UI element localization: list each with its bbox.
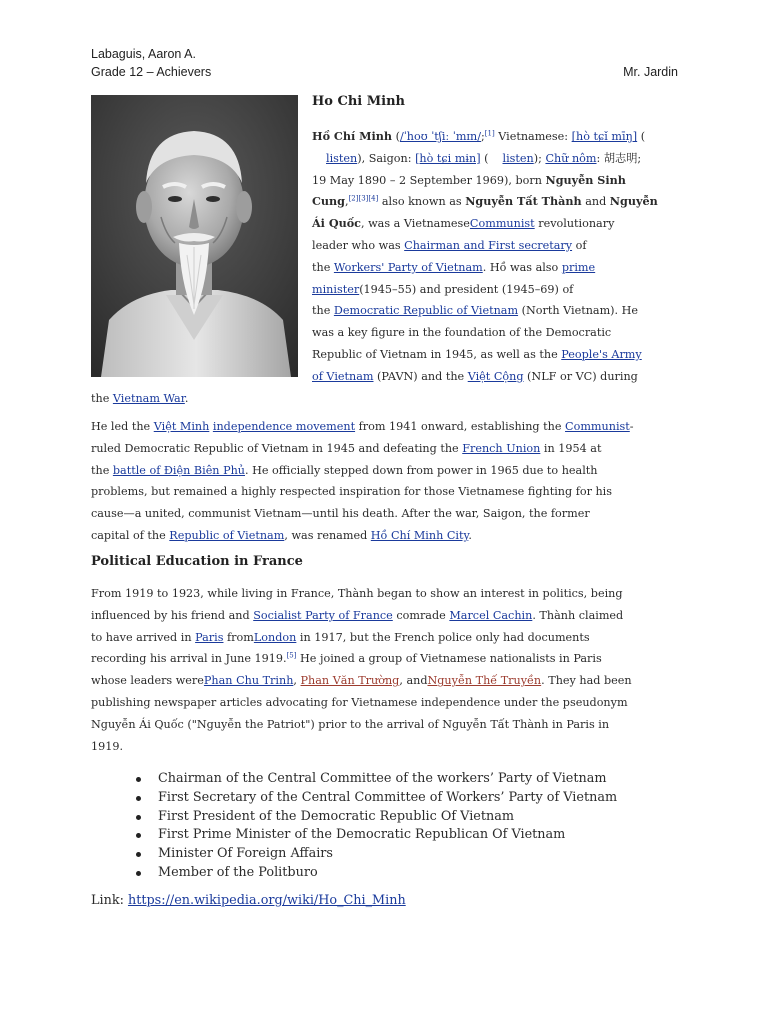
text: the bbox=[312, 304, 334, 318]
list-item-text: First Prime Minister of the Democratic Republican Of Vietnam bbox=[158, 827, 566, 843]
ipa-saigon-link[interactable]: [hò tɕi mɨn] bbox=[415, 151, 481, 165]
communist-link-2[interactable]: Communist bbox=[565, 420, 630, 433]
ipa-vietnamese-link[interactable]: [hò tɕǐ mīŋ] bbox=[571, 130, 638, 143]
bullet-icon bbox=[136, 833, 141, 838]
chu-nom-link[interactable]: Chữ nôm bbox=[545, 151, 597, 165]
citation-link[interactable]: [5] bbox=[286, 651, 297, 660]
text: also known as bbox=[378, 195, 466, 209]
text: ( bbox=[395, 130, 400, 143]
text: . Hồ was also bbox=[482, 260, 562, 274]
text: of bbox=[572, 238, 587, 252]
text: ; bbox=[480, 130, 485, 143]
list-item-text: First President of the Democratic Republic Of Vietnam bbox=[158, 808, 515, 824]
text: (NLF or VC) during bbox=[523, 369, 638, 383]
citation-link[interactable]: [2][3][4] bbox=[348, 194, 379, 203]
text: . He officially stepped down from power in 1965 due to health bbox=[245, 463, 598, 477]
viet-cong-link[interactable]: Việt Cộng bbox=[467, 369, 524, 383]
text: He led the bbox=[91, 420, 154, 433]
text: from 1941 onward, establishing the bbox=[355, 420, 566, 433]
bold-text: Ái Quốc bbox=[312, 216, 361, 231]
teacher-name: Mr. Jardin bbox=[623, 65, 678, 79]
text: recording his arrival in June 1919. bbox=[91, 652, 287, 666]
listen-link-2[interactable]: listen bbox=[502, 151, 534, 165]
student-grade: Grade 12 – Achievers bbox=[91, 65, 212, 79]
text: , bbox=[293, 674, 301, 688]
student-name: Labaguis, Aaron A. bbox=[91, 47, 196, 61]
france-paragraph bbox=[91, 583, 691, 757]
portrait-photo bbox=[91, 95, 298, 377]
phan-van-truong-link[interactable]: Phan Văn Trường bbox=[300, 674, 400, 688]
portrait-illustration bbox=[91, 95, 298, 377]
text-line: 1919. bbox=[91, 739, 124, 753]
text: ); bbox=[533, 151, 546, 165]
text: the bbox=[312, 260, 334, 274]
page-title: Ho Chi Minh bbox=[312, 94, 405, 109]
text: Republic of Vietnam in 1945, as well as the bbox=[312, 347, 562, 361]
text: (PAVN) and the bbox=[373, 369, 468, 383]
text: to have arrived in bbox=[91, 630, 196, 644]
text: comrade bbox=[392, 608, 450, 622]
text: ), Saigon: bbox=[357, 151, 416, 165]
text: . bbox=[468, 528, 472, 542]
citation-link[interactable]: [1] bbox=[484, 129, 495, 138]
independence-movement-link[interactable]: independence movement bbox=[212, 420, 356, 433]
text-line: From 1919 to 1923, while living in France, Thành began to show an interest in politics, being bbox=[91, 587, 623, 600]
listen-link[interactable]: listen bbox=[326, 151, 358, 165]
list-item bbox=[136, 808, 617, 827]
text-line: Nguyễn Ái Quốc ("Nguyễn the Patriot") prior to the arrival of Nguyễn Tất Thành in Paris in bbox=[91, 717, 610, 731]
paris-link[interactable]: Paris bbox=[195, 630, 224, 644]
text: the bbox=[91, 463, 113, 477]
text-line: cause—a united, communist Vietnam—until his death. After the war, Saigon, the former bbox=[91, 507, 590, 521]
communist-link[interactable]: Communist bbox=[469, 217, 535, 231]
text: in 1954 at bbox=[540, 441, 602, 455]
of-vietnam-link[interactable]: of Vietnam bbox=[312, 369, 374, 383]
bold-text: Nguyễn bbox=[609, 194, 658, 209]
bullet-icon bbox=[136, 852, 141, 857]
bold-name: Hồ Chí Minh bbox=[312, 129, 393, 143]
text: , was renamed bbox=[284, 528, 371, 542]
intro-paragraph-tail bbox=[91, 388, 188, 410]
list-item-text: First Secretary of the Central Committee of Workers’ Party of Vietnam bbox=[158, 789, 618, 805]
text: . They had been bbox=[541, 674, 632, 688]
link-label: Link: bbox=[91, 893, 128, 908]
intro-paragraph: Hồ Chí Minh (/ˈhoʊ ˈtʃiː ˈmɪn/;[1] Vietnamese: [hò tɕǐ mīŋ] ( listen), Saigon: [hò tɕi mɨn] ( listen); Chữ nôm: 胡志明; 19 May 1890 – 2 September 1969), born Nguyễn Sinh Cung,[2][3][4] also known as Nguyễn Tất Thành and Nguyễn Ái Quốc, was a VietnameseCommunist revolutionary leader who was Chairman and First secretary of the Workers' Party of Vietnam. Hồ was also prime minister(1945–55) and president (1945–69) of the Democratic Republic of Vietnam (North Vietnam). He was a key figure in the foundation of the Democratic Republic of Vietnam in 1945, as well as the People's Army of Vietnam (PAVN) and the Việt Cộng (NLF or VC) during bbox=[312, 126, 682, 388]
bold-text: Nguyễn Sinh bbox=[545, 172, 626, 187]
bullet-icon bbox=[136, 871, 141, 876]
list-item bbox=[136, 826, 617, 845]
list-item bbox=[136, 789, 617, 808]
bold-text: Cung bbox=[312, 194, 345, 209]
hcm-city-link[interactable]: Hồ Chí Minh City bbox=[370, 528, 469, 542]
speaker-icon[interactable] bbox=[314, 152, 324, 162]
text: ( bbox=[637, 130, 646, 143]
drv-link[interactable]: Democratic Republic of Vietnam bbox=[333, 304, 519, 318]
list-item-text: Chairman of the Central Committee of the workers’ Party of Vietnam bbox=[158, 771, 607, 786]
text: leader who was bbox=[312, 238, 405, 252]
text: . bbox=[184, 392, 189, 405]
wikipedia-link[interactable]: https://en.wikipedia.org/wiki/Ho_Chi_Minh bbox=[127, 893, 406, 908]
bullet-icon bbox=[136, 796, 141, 801]
bold-text: Nguyễn Tất Thành bbox=[465, 194, 582, 209]
text: : 胡志明; bbox=[596, 151, 642, 165]
ipa-link[interactable]: /ˈhoʊ ˈtʃiː ˈmɪn/ bbox=[399, 130, 481, 143]
bullet-icon bbox=[136, 777, 141, 782]
list-item bbox=[136, 770, 617, 789]
vietnam-war-link[interactable]: Vietnam War bbox=[112, 392, 185, 405]
text: whose leaders were bbox=[91, 674, 204, 688]
positions-list bbox=[136, 770, 617, 883]
text: . Thành claimed bbox=[532, 608, 624, 622]
text: (North Vietnam). He bbox=[518, 304, 639, 318]
republic-of-vietnam-link[interactable]: Republic of Vietnam bbox=[169, 528, 285, 542]
text-line: publishing newspaper articles advocating for Vietnamese independence under the pseudonym bbox=[91, 695, 628, 709]
text: , was a Vietnamese bbox=[360, 217, 470, 231]
speaker-icon[interactable] bbox=[491, 152, 501, 162]
text: ( bbox=[480, 151, 489, 165]
text: - bbox=[629, 420, 634, 433]
text: the bbox=[91, 392, 113, 405]
text: 19 May 1890 – 2 September 1969), born bbox=[312, 173, 546, 187]
text: He joined a group of Vietnamese nationalists in Paris bbox=[296, 652, 602, 666]
french-union-link[interactable]: French Union bbox=[462, 441, 541, 455]
text: ruled Democratic Republic of Vietnam in 1945 and defeating the bbox=[91, 441, 463, 455]
bullet-icon bbox=[136, 815, 141, 820]
text: capital of the bbox=[91, 528, 170, 542]
london-link[interactable]: London bbox=[253, 630, 297, 644]
text-line: was a key figure in the foundation of the Democratic bbox=[312, 326, 612, 340]
viet-minh-link[interactable]: Việt Minh bbox=[153, 420, 210, 433]
socialist-party-link[interactable]: Socialist Party of France bbox=[253, 608, 393, 622]
chairman-link[interactable]: Chairman and First secretary bbox=[404, 238, 573, 252]
workers-party-link[interactable]: Workers' Party of Vietnam bbox=[333, 260, 483, 274]
text: from bbox=[223, 630, 254, 644]
list-item bbox=[136, 845, 617, 864]
text: Vietnamese: bbox=[494, 130, 572, 143]
leadership-paragraph bbox=[91, 416, 691, 547]
marcel-cachin-link[interactable]: Marcel Cachin bbox=[449, 608, 533, 622]
section-heading: Political Education in France bbox=[91, 554, 303, 569]
text: revolutionary bbox=[534, 217, 615, 231]
minister-link[interactable]: minister bbox=[312, 282, 360, 296]
prime-link[interactable]: prime bbox=[561, 260, 596, 274]
text: , and bbox=[399, 674, 428, 688]
text-line: problems, but remained a highly respected inspiration for those Vietnamese fighting for his bbox=[91, 485, 612, 499]
peoples-army-link[interactable]: People's Army bbox=[561, 347, 642, 361]
list-item-text: Minister Of Foreign Affairs bbox=[158, 846, 333, 862]
nguyen-the-truyen-link[interactable]: Nguyễn Thế Truyền bbox=[427, 674, 542, 688]
text: and bbox=[581, 195, 610, 209]
phan-chu-trinh-link[interactable]: Phan Chu Trinh bbox=[203, 674, 294, 688]
text: in 1917, but the French police only had documents bbox=[296, 630, 590, 644]
list-item bbox=[136, 864, 617, 883]
text: (1945–55) and president (1945–69) of bbox=[359, 282, 574, 296]
dien-bien-phu-link[interactable]: battle of Điện Biên Phủ bbox=[112, 463, 246, 477]
text: influenced by his friend and bbox=[91, 608, 254, 622]
list-item-text: Member of the Politburo bbox=[158, 864, 318, 880]
source-link-line bbox=[91, 893, 406, 908]
